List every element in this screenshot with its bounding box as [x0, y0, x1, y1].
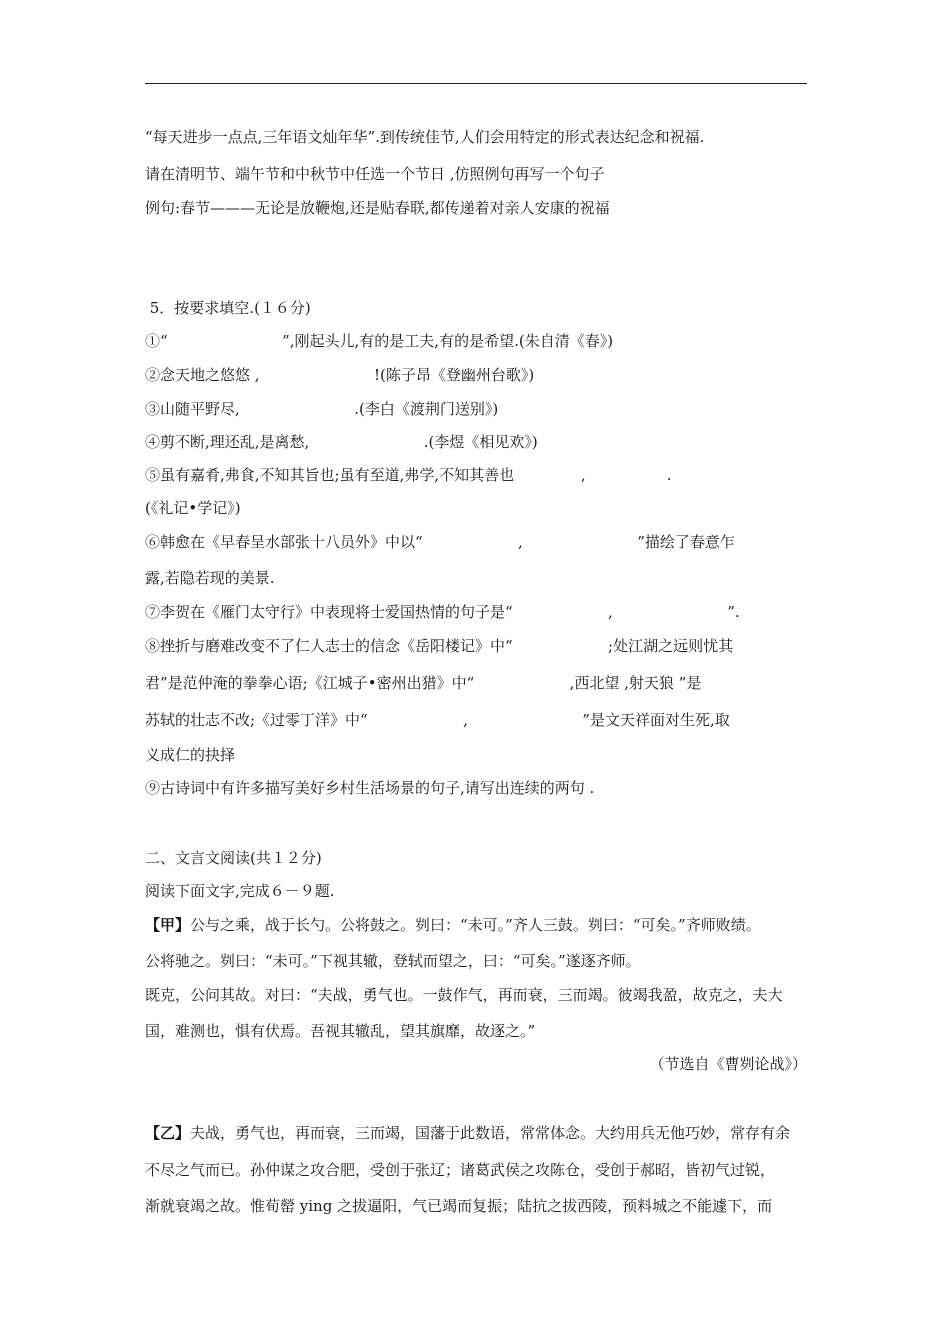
fill-item-4: ④剪不断,理还乱,是离愁, .(李煜《相见欢》) [145, 433, 538, 451]
passage-jia-source [145, 1054, 807, 1074]
intro-line-2: 请在清明节、端午节和中秋节中任选一个节日 ,仿照例句再写一个句子 [145, 165, 605, 183]
fill-item-5: ⑤虽有嘉肴,弗食,不知其旨也;虽有至道,弗学,不知其善也 , . [145, 466, 672, 484]
header-rule [145, 83, 807, 84]
section-2-instruction: 阅读下面文字,完成６－９题. [145, 882, 335, 900]
passage-yi-line-1 [145, 1123, 807, 1143]
passage-yi-text: 夫战，勇气也，再而衰，三而竭，国藩于此数语，常常体念。大约用兵无他巧妙，常存有余 [190, 1124, 791, 1142]
passage-jia-marker: 【甲】 [145, 916, 191, 934]
question-5-heading: 5．按要求填空.(１６分) [145, 299, 311, 317]
section-2-heading: 二、文言文阅读(共１２分) [145, 849, 322, 867]
fill-item-5-source: (《礼记•学记》) [145, 499, 241, 517]
passage-jia-source-text: （节选自《曹刿论战》） [649, 1055, 807, 1073]
passage-jia-line-4: 国，难测也，惧有伏焉。吾视其辙乱，望其旗靡，故逐之。” [145, 1022, 536, 1040]
example-sentence: 例句:春节———无论是放鞭炮,还是贴春联,都传递着对亲人安康的祝福 [145, 199, 610, 217]
passage-yi-line-2: 不尽之气而已。孙仲谋之攻合肥，受创于张辽；诸葛武侯之攻陈仓，受创于郝昭，皆初气过锐， [145, 1161, 776, 1179]
fill-item-8: ⑧挫折与磨难改变不了仁人志士的信念《岳阳楼记》中“ ;处江湖之远则忧其 [145, 637, 734, 655]
passage-jia-line-1 [145, 915, 807, 935]
passage-jia-line-3: 既克，公问其故。对曰：“夫战，勇气也。一鼓作气，再而衰，三而竭。彼竭我盈，故克之，夫大 [145, 986, 783, 1004]
fill-item-6-cont: 露,若隐若现的美景. [145, 569, 275, 587]
fill-item-6: ⑥韩愈在《早春呈水部张十八员外》中以“ , ”描绘了春意乍 [145, 533, 735, 551]
fill-item-2: ②念天地之悠悠 , !(陈子昂《登幽州台歌》) [145, 366, 535, 384]
passage-yi-line-3: 渐就衰竭之故。惟荀罃 ying 之拔逼阳，气已竭而复振；陆抗之拔西陵，预料城之不能遽下，而 [145, 1197, 773, 1215]
fill-item-8-cont-3: 义成仁的抉择 [145, 746, 236, 764]
passage-jia-line-2: 公将驰之。刿曰：“未可。”下视其辙，登轼而望之，曰：“可矣。”遂逐齐师。 [145, 952, 641, 970]
fill-item-7: ⑦李贺在《雁门太守行》中表现将士爱国热情的句子是“ , ”. [145, 603, 740, 621]
passage-jia-text: 公与之乘，战于长勺。公将鼓之。刿曰：“未可。”齐人三鼓。刿曰：“可矣。”齐师败绩。 [190, 916, 761, 934]
intro-line-1: “每天进步一点点,三年语文灿年华”.到传统佳节,人们会用特定的形式表达纪念和祝福. [145, 128, 705, 146]
passage-yi-marker: 【乙】 [145, 1124, 191, 1142]
fill-item-9: ⑨古诗词中有许多描写美好乡村生活场景的句子,请写出连续的两句 . [145, 779, 595, 797]
fill-item-8-cont-1: 君”是范仲淹的拳拳心语;《江城子•密州出猎》中“ ,西北望 ,射天狼 ”是 [145, 674, 702, 692]
fill-item-3: ③山随平野尽, .(李白《渡荆门送别》) [145, 400, 499, 418]
fill-item-8-cont-2: 苏轼的壮志不改;《过零丁洋》中“ , ”是文天祥面对生死,取 [145, 711, 730, 729]
fill-item-1: ①“ ”,刚起头儿,有的是工夫,有的是希望.(朱自清《春》) [145, 332, 614, 350]
